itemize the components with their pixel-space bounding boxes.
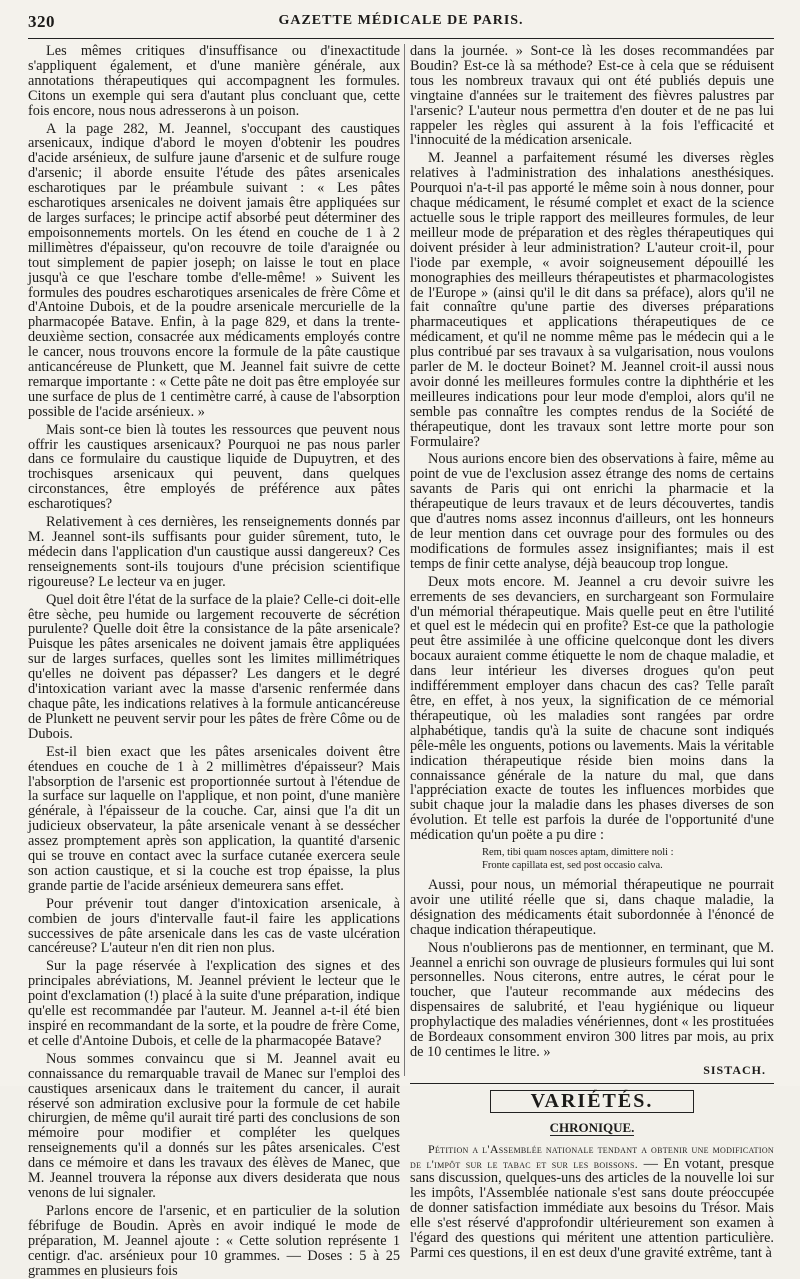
paragraph: Deux mots encore. M. Jeannel a cru devoir suivre les errements de ses devanciers, en surchargeant son Formulaire d'un mémorial thérapeutique. Mais quelle peut en être l'utilité et quel est le médecin qui en profite? Est-ce que la pathologie peut être assimilée à une officine quelconque dont les divers bocaux auraient comme étiquette le nom de chaque maladie, et dans leur intérieur les diverses drogues qu'on peut indifféremment employer dans chacun des cas? Telle paraît être, en effet, à nos yeux, la signification de ce mémorial thérapeutique, où les maladies sont rangées par ordre alphabétique, tandis qu'à la suite de chacune sont indiqués pêle-mêle les onguents, potions ou lavements. Mais la véritable indication thérapeutique réside bien moins dans la connaissance générale de la nature du mal, que dans l'appréciation exacte de toutes les influences morbides que subit chaque jour la maladie dans les phases diverses de son évolution. Et telle est parfois la durée de l'opportunité d'une médication qu'un poëte a pu dire : xyxy=(410,573,774,844)
paragraph: dans la journée. » Sont-ce là les doses recommandées par Boudin? Est-ce là sa méthode? Est-ce à cela que se réduisent tous les nombreux travaux qui ont été publiés depuis une vingtaine d'années sur le traitement des fièvres palustres par l'arsenic? L'auteur nous permettra d'en douter et de ne pas lui rappeler les règles qui assurent à la fois l'efficacité et l'innocuité de la médication arsenicale. xyxy=(410,43,774,149)
petition-paragraph xyxy=(410,1142,774,1261)
paragraph: Nous aurions encore bien des observations à faire, même au point de vue de l'exclusion assez étrange des noms de certains savants de Paris qui ont enrichi la pharmacie et la thérapeutique de leurs travaux et de leurs découvertes, tandis que d'autres noms assez inconnus d'ailleurs, ont les honneurs de leur mention dans cet ouvrage pour des formules ou des modifications de formules assez insignifiantes; mais il est temps de finir cette analyse, déjà beaucoup trop longue. xyxy=(410,451,774,572)
paragraph: Les mêmes critiques d'insuffisance ou d'inexactitude s'appliquent également, et d'une manière générale, aux annotations thérapeutiques qui accompagnent les formules. Citons un exemple qui sera d'autant plus concluant que, cette fois encore, nous nous adresserons à un poison. xyxy=(28,43,400,119)
quote-line: Rem, tibi quam nosces aptam, dimittere noli : xyxy=(482,847,674,859)
paragraph: Relativement à ces dernières, les renseignements donnés par M. Jeannel sont-ils suffisants pour guider sûrement, tuto, le médecin dans l'application d'un caustique aussi dangereux? Ces renseignements sont-ils toujours d'une précision scientifique rigoureuse? Le lecteur va en juger. xyxy=(28,514,400,590)
paragraph: A la page 282, M. Jeannel, s'occupant des caustiques arsenicaux, indique d'abord le moyen d'obtenir les poudres d'acide arsénieux, de sulfure jaune d'arsenic et de sulfure rouge d'arsenic; il aborde ensuite l'étude des pâtes arsenicales escharotiques par le préambule suivant : « Les pâtes escharotiques arsenicales ne doivent jamais être appliquées sur de larges surfaces; le principe actif absorbé peut déterminer des empoisonnements mortels. On les étend en couche de 1 à 2 millimètres d'épaisseur, qu'on recouvre de toile d'araignée ou tout simplement de papier joseph; on laisse le tout en place jusqu'à ce que l'eschare tombe d'elle-même! » Suivent les formules des poudres escharotiques arsenicales de frère Côme et d'Antoine Dubois, et de la poudre arsenicale mercurielle de la pharmacopée Batave. Enfin, à la page 829, et dans la trente-deuxième section, consacrée aux médicaments employés contre le cancer, nous trouvons encore la formule de la pâte caustique anticancéreuse de Plunkett, que M. Jeannel fait suivre de cette remarque importante : « Cette pâte ne doit pas être employée sur une surface de plus de 1 centimètre carré, à cause de l'absorption possible de l'acide arsénieux. » xyxy=(28,120,400,420)
paragraph: Mais sont-ce bien là toutes les ressources que peuvent nous offrir les caustiques arsenicaux? Pourquoi ne pas nous parler dans ce formulaire du caustique liquide de Dupuytren, et des trochisques arsenicaux qui peuvent, dans quelques circonstances, être employés de préférence aux pâtes escharotiques? xyxy=(28,421,400,513)
paragraph: Est-il bien exact que les pâtes arsenicales doivent être étendues en couche de 1 à 2 millimètres d'épaisseur? Mais l'absorption de l'arsenic est proportionnée surtout à l'étendue de la surface sur laquelle on l'applique, et non point, d'une manière générale, à l'épaisseur de la couche. Car, ainsi que l'a dit un judicieux observateur, la pâte arsenicale venant à se dessécher assez promptement après son application, la quantité d'arsenic qui se trouve en contact avec la surface cutanée exercera seule son action caustique, et si la couche est trop épaisse, la plus grande partie de l'acide arsénieux demeurera sans effet. xyxy=(28,743,400,894)
chronique-title: CHRONIQUE. xyxy=(549,1119,635,1135)
petition-lead: Pétition a l'Assemblée nationale tendant a obtenir une modification de l'impôt sur le tabac et sur les boissons. xyxy=(410,1141,774,1171)
varietes-heading xyxy=(410,1090,774,1113)
column-divider xyxy=(404,44,405,1076)
paragraph: Quel doit être l'état de la surface de la plaie? Celle-ci doit-elle être sèche, peu humide ou largement recouverte de sécrétion purulente? Quelle doit être la consistance de la pâte arsenicale? Puisque les pâtes arsenicales ne doivent jamais être appliquées sur de larges surfaces, quelles sont les limites millimétriques qu'elles ne doivent pas dépasser? Les dangers et le degré d'intoxication variant avec la masse d'arsenic renfermée dans chaque pâte, les indications relatives à la formule anticancéreuse de Plunkett ne peuvent servir pour les pâtes de frère Côme ou de Dubois. xyxy=(28,591,400,742)
varietes-title: VARIÉTÉS. xyxy=(490,1090,695,1113)
section-rule xyxy=(410,1083,774,1084)
latin-quote xyxy=(482,846,774,872)
quote-line: Fronte capillata est, sed post occasio calva. xyxy=(482,860,663,872)
left-column xyxy=(28,43,400,1279)
page-number: 320 xyxy=(28,12,55,31)
paragraph: Pour prévenir tout danger d'intoxication arsenicale, à combien de jours d'intervalle faut-il faire les applications successives de pâte arsenicale dans les cas de vaste ulcération cancéreuse? L'auteur n'en dit rien non plus. xyxy=(28,895,400,957)
right-column xyxy=(410,43,775,1261)
paragraph: Nous n'oublierons pas de mentionner, en terminant, que M. Jeannel a enrichi son ouvrage de plusieurs formules qui lui sont personnelles. Nous citerons, entre autres, le cérat pour le toucher, que l'auteur recommande aux médecins des dispensaires de salubrité, et l'eau hygiénique ou liqueur prophylactique des maladies vénériennes, dont « les prostituées de Bordeaux consomment environ 300 litres par mois, au prix de 10 centimes le litre. » xyxy=(410,939,774,1060)
chronique-heading xyxy=(410,1121,774,1136)
paragraph: Sur la page réservée à l'explication des signes et des principales abréviations, M. Jeannel prévient le lecteur que le point d'exclamation (!) placé à la suite d'une préparation, indique qu'elle est recommandée par l'auteur. M. Jeannel a-t-il été bien inspiré en recommandant de la sorte, et la poudre de frère Come, et celle d'Antoine Dubois, et celle de la pharmacopée Batave? xyxy=(28,958,400,1049)
paragraph: M. Jeannel a parfaitement résumé les diverses règles relatives à l'administration des inhalations anesthésiques. Pourquoi n'a-t-il pas apporté le même soin à nous donner, pour chaque médicament, le résumé complet et exact de la science actuelle sous le triple rapport des meilleures formules, de leur meilleur mode de préparation et des règles thérapeutiques qui doivent présider à leur administration? L'auteur croit-il, pour l'iode par exemple, « avoir soigneusement dépouillé les monographies des meilleurs thérapeutistes et pharmacologistes de l'Europe » (ainsi qu'il le dit dans sa préface), alors qu'il ne fait connaître qu'une partie des diverses préparations pharmaceutiques et applications thérapeutiques de ce médicament, et qu'il ne nomme même pas le médecin qui a le plus contribué par ses travaux à sa vulgarisation, nous voulons parler de M. le docteur Boinet? M. Jeannel croit-il aussi nous avoir donné les meilleures formules contre la diphthérie et les meilleures indications pour leur mode d'emploi, alors qu'il ne semble pas connaître les comptes rendus de la Société de thérapeutique, dont les travaux sont lettre morte pour son Formulaire? xyxy=(410,150,774,450)
paragraph: Aussi, pour nous, un mémorial thérapeutique ne pourrait avoir une utilité réelle que si, dans chaque maladie, la désignation des médicaments était subordonnée à l'énoncé de chaque indication thérapeutique. xyxy=(410,877,774,938)
header-rule xyxy=(28,38,774,39)
paragraph: Nous sommes convaincu que si M. Jeannel avait eu connaissance du remarquable travail de Manec sur l'emploi des caustiques arsenicaux dans le traitement du cancer, il aurait réservé son admiration exclusive pour la formule de cet habile chirurgien, de même qu'il aurait tiré parti des conclusions de son mémoire pour modifier et compléter les quelques renseignements qu'il a donnés sur les pâtes arsenicales. C'est dans ce mémoire et dans les travaux des élèves de Manec, que M. Jeannel trouvera la réponse aux divers desiderata que nous venons de lui signaler. xyxy=(28,1050,400,1201)
page-header xyxy=(28,12,774,36)
paragraph: Parlons encore de l'arsenic, et en particulier de la solution fébrifuge de Boudin. Après en avoir indiqué le mode de préparation, M. Jeannel ajoute : « Cette solution représente 1 centigr. d'ac. arsénieux pour 10 grammes. — Doses : 5 à 25 grammes en plusieurs fois xyxy=(28,1202,400,1279)
journal-title: GAZETTE MÉDICALE DE PARIS. xyxy=(278,13,524,28)
author-signature: SISTACH. xyxy=(703,1062,766,1077)
petition-body: — En votant, presque sans discussion, quelques-uns des articles de la nouvelle loi sur les impôts, l'Assemblée nationale s'est sans doute préoccupée de donner satisfaction immédiate aux besoins du Trésor. Mais elle s'est réservé d'approfondir ultérieurement son examen à l'égard des questions qui méritent une attention particulière. Parmi ces questions, il en est deux d'une gravité extrême, tant à xyxy=(410,1155,775,1261)
